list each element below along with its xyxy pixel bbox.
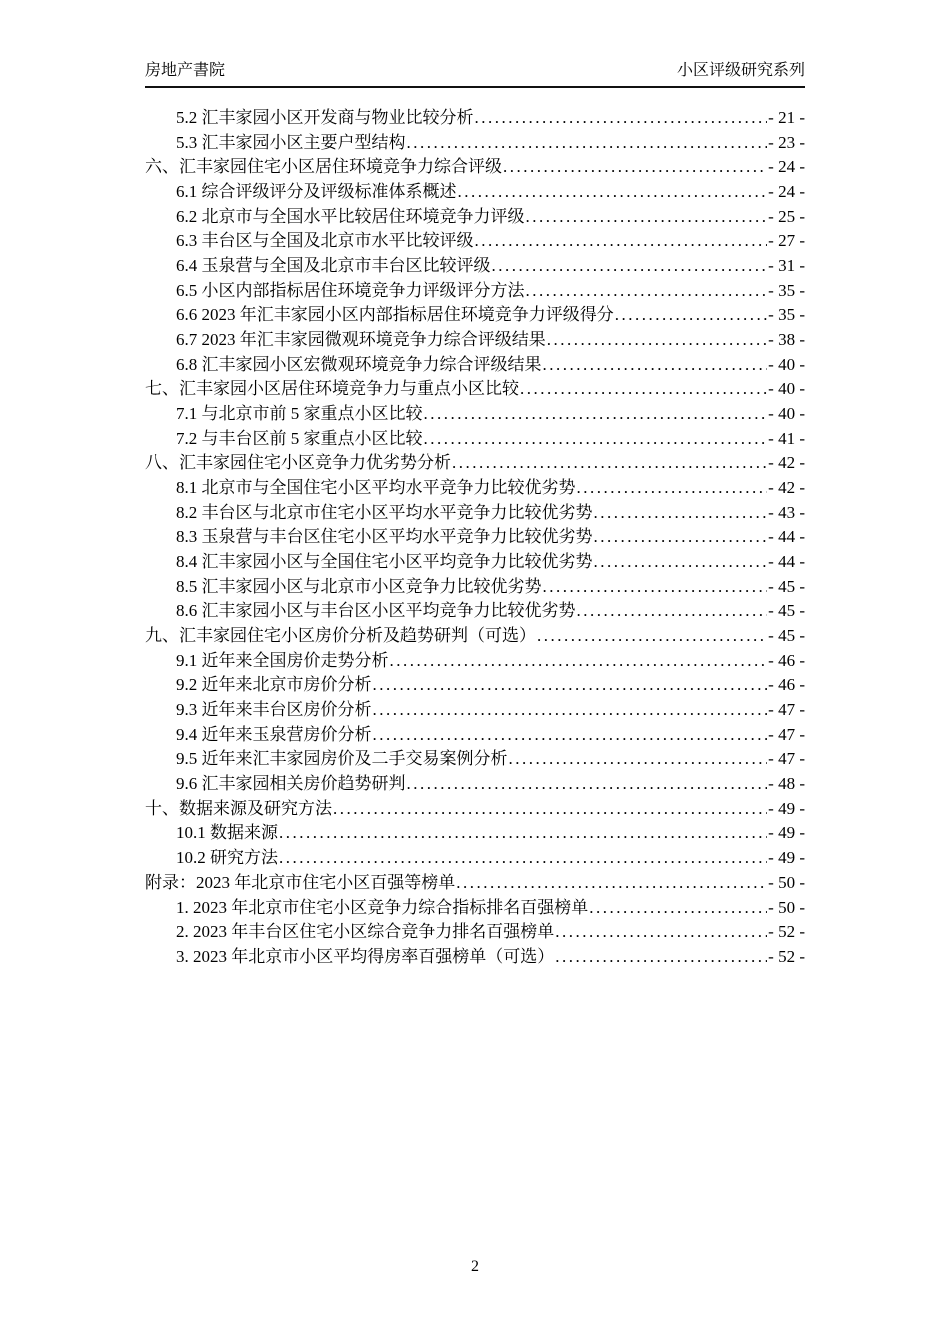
toc-entry[interactable] xyxy=(145,797,805,822)
toc-entry-label: 8.4 汇丰家园小区与全国住宅小区平均竞争力比较优劣势 xyxy=(176,552,593,572)
toc-page-number: - 50 - xyxy=(768,872,805,892)
toc-dot-leader xyxy=(475,106,768,131)
toc-entry-label: 2. 2023 年丰台区住宅小区综合竞争力排名百强榜单 xyxy=(176,922,555,942)
toc-entry[interactable] xyxy=(145,254,805,279)
toc-page-number: - 35 - xyxy=(768,305,805,325)
toc-page-number: - 42 - xyxy=(768,478,805,498)
toc-dot-leader xyxy=(615,303,767,328)
toc-entry[interactable] xyxy=(145,649,805,674)
toc-entry[interactable] xyxy=(145,501,805,526)
toc-entry[interactable] xyxy=(145,945,805,970)
toc-page-number: - 31 - xyxy=(768,256,805,276)
toc-entry-label: 6.7 2023 年汇丰家园微观环境竞争力综合评级结果 xyxy=(176,330,546,350)
toc-entry-label: 8.6 汇丰家园小区与丰台区小区平均竞争力比较优劣势 xyxy=(176,601,576,621)
toc-dot-leader xyxy=(577,476,768,501)
toc-entry-label: 9.6 汇丰家园相关房价趋势研判 xyxy=(176,774,406,794)
toc-page-number: - 40 - xyxy=(768,354,805,374)
toc-entry[interactable] xyxy=(145,353,805,378)
toc-entry[interactable] xyxy=(145,303,805,328)
toc-dot-leader xyxy=(279,821,767,846)
toc-entry-label: 10.2 研究方法 xyxy=(176,848,278,868)
toc-entry[interactable] xyxy=(145,377,805,402)
toc-entry[interactable] xyxy=(145,575,805,600)
toc-page-number: - 24 - xyxy=(768,182,805,202)
toc-entry[interactable] xyxy=(145,846,805,871)
toc-entry-label: 7.1 与北京市前 5 家重点小区比较 xyxy=(176,404,423,424)
toc-dot-leader xyxy=(407,772,768,797)
toc-entry[interactable] xyxy=(145,155,805,180)
toc-dot-leader xyxy=(333,797,767,822)
toc-entry[interactable] xyxy=(145,920,805,945)
toc-entry-label: 九、汇丰家园住宅小区房价分析及趋势研判（可选） xyxy=(145,626,536,646)
toc-page-number: - 23 - xyxy=(768,132,805,152)
toc-entry-label: 3. 2023 年北京市小区平均得房率百强榜单（可选） xyxy=(176,946,555,966)
toc-dot-leader xyxy=(456,871,767,896)
header-right-title: 小区评级研究系列 xyxy=(676,62,805,79)
toc-dot-leader xyxy=(509,747,768,772)
toc-dot-leader xyxy=(373,673,768,698)
toc-dot-leader xyxy=(458,180,768,205)
toc-dot-leader xyxy=(526,205,768,230)
toc-entry-label: 八、汇丰家园住宅小区竞争力优劣势分析 xyxy=(145,453,451,473)
toc-entry-label: 8.1 北京市与全国住宅小区平均水平竞争力比较优劣势 xyxy=(176,478,576,498)
toc-page-number: - 35 - xyxy=(768,280,805,300)
toc-entry[interactable] xyxy=(145,896,805,921)
toc-entry[interactable] xyxy=(145,525,805,550)
page-number: 2 xyxy=(471,1258,479,1275)
toc-page-number: - 49 - xyxy=(768,823,805,843)
toc-entry-label: 9.5 近年来汇丰家园房价及二手交易案例分析 xyxy=(176,749,508,769)
toc-page-number: - 38 - xyxy=(768,330,805,350)
toc-dot-leader xyxy=(577,599,768,624)
toc-entry-label: 5.3 汇丰家园小区主要户型结构 xyxy=(176,132,406,152)
toc-entry-label: 附录：2023 年北京市住宅小区百强等榜单 xyxy=(145,872,456,892)
toc-dot-leader xyxy=(373,698,768,723)
toc-page-number: - 52 - xyxy=(768,922,805,942)
toc-page-number: - 45 - xyxy=(768,601,805,621)
toc-entry[interactable] xyxy=(145,599,805,624)
toc-entry[interactable] xyxy=(145,698,805,723)
toc-dot-leader xyxy=(543,353,768,378)
toc-entry[interactable] xyxy=(145,131,805,156)
toc-page-number: - 47 - xyxy=(768,724,805,744)
toc-entry-label: 6.8 汇丰家园小区宏微观环境竞争力综合评级结果 xyxy=(176,354,542,374)
toc-entry-label: 9.2 近年来北京市房价分析 xyxy=(176,675,372,695)
toc-page-number: - 43 - xyxy=(768,502,805,522)
toc-entry-label: 七、汇丰家园小区居住环境竞争力与重点小区比较 xyxy=(145,379,519,399)
toc-entry-label: 9.4 近年来玉泉营房价分析 xyxy=(176,724,372,744)
toc-entry-label: 6.3 丰台区与全国及北京市水平比较评级 xyxy=(176,231,474,251)
page-header xyxy=(145,60,805,82)
toc-dot-leader xyxy=(547,328,767,353)
page-footer xyxy=(0,1258,950,1276)
toc-dot-leader xyxy=(537,624,767,649)
toc-dot-leader xyxy=(475,229,768,254)
toc-page-number: - 46 - xyxy=(768,650,805,670)
toc-entry-label: 十、数据来源及研究方法 xyxy=(145,798,332,818)
toc-page-number: - 41 - xyxy=(768,428,805,448)
toc-entry[interactable] xyxy=(145,279,805,304)
toc-page-number: - 44 - xyxy=(768,527,805,547)
toc-entry[interactable] xyxy=(145,723,805,748)
toc-dot-leader xyxy=(555,920,767,945)
toc-page-number: - 50 - xyxy=(768,897,805,917)
toc-entry-label: 6.4 玉泉营与全国及北京市丰台区比较评级 xyxy=(176,256,491,276)
toc-entry-label: 6.2 北京市与全国水平比较居住环境竞争力评级 xyxy=(176,206,525,226)
toc-entry[interactable] xyxy=(145,871,805,896)
toc-dot-leader xyxy=(279,846,767,871)
toc-entry[interactable] xyxy=(145,427,805,452)
toc-entry[interactable] xyxy=(145,747,805,772)
toc-page-number: - 47 - xyxy=(768,749,805,769)
toc-entry[interactable] xyxy=(145,673,805,698)
toc-entry-label: 7.2 与丰台区前 5 家重点小区比较 xyxy=(176,428,423,448)
header-left-title: 房地产書院 xyxy=(145,62,226,79)
toc-entry[interactable] xyxy=(145,328,805,353)
toc-page-number: - 44 - xyxy=(768,552,805,572)
toc-dot-leader xyxy=(424,427,768,452)
toc-entry-label: 8.3 玉泉营与丰台区住宅小区平均水平竞争力比较优劣势 xyxy=(176,527,593,547)
toc-page-number: - 40 - xyxy=(768,404,805,424)
toc-dot-leader xyxy=(390,649,768,674)
toc-entry-label: 8.5 汇丰家园小区与北京市小区竞争力比较优劣势 xyxy=(176,576,542,596)
toc-entry[interactable] xyxy=(145,451,805,476)
toc-dot-leader xyxy=(555,945,767,970)
toc-entry[interactable] xyxy=(145,402,805,427)
toc-dot-leader xyxy=(373,723,768,748)
toc-dot-leader xyxy=(424,402,768,427)
toc-page-number: - 42 - xyxy=(768,453,805,473)
toc-entry-label: 8.2 丰台区与北京市住宅小区平均水平竞争力比较优劣势 xyxy=(176,502,593,522)
toc-dot-leader xyxy=(452,451,767,476)
toc-entry-label: 6.6 2023 年汇丰家园小区内部指标居住环境竞争力评级得分 xyxy=(176,305,614,325)
toc-entry[interactable] xyxy=(145,772,805,797)
toc-page-number: - 46 - xyxy=(768,675,805,695)
toc-page-number: - 47 - xyxy=(768,700,805,720)
header-divider xyxy=(145,86,805,88)
toc-entry-label: 9.3 近年来丰台区房价分析 xyxy=(176,700,372,720)
toc-entry[interactable] xyxy=(145,106,805,131)
toc-page-number: - 49 - xyxy=(768,798,805,818)
toc-entry[interactable] xyxy=(145,180,805,205)
toc-entry-label: 10.1 数据来源 xyxy=(176,823,278,843)
toc-entry-label: 六、汇丰家园住宅小区居住环境竞争力综合评级 xyxy=(145,157,502,177)
toc-dot-leader xyxy=(594,501,768,526)
toc-page-number: - 27 - xyxy=(768,231,805,251)
toc-entry-label: 5.2 汇丰家园小区开发商与物业比较分析 xyxy=(176,108,474,127)
toc-dot-leader xyxy=(543,575,768,600)
toc-page-number: - 52 - xyxy=(768,946,805,966)
toc-dot-leader xyxy=(589,896,767,921)
toc-page-number: - 25 - xyxy=(768,206,805,226)
toc-entry[interactable] xyxy=(145,821,805,846)
toc-entry[interactable] xyxy=(145,550,805,575)
toc-list xyxy=(145,106,805,970)
toc-dot-leader xyxy=(594,550,768,575)
toc-dot-leader xyxy=(503,155,767,180)
toc-entry[interactable] xyxy=(145,229,805,254)
toc-dot-leader xyxy=(526,279,768,304)
toc-entry-label: 1. 2023 年北京市住宅小区竞争力综合指标排名百强榜单 xyxy=(176,897,589,917)
toc-entry[interactable] xyxy=(145,205,805,230)
toc-page-number: - 21 - xyxy=(768,108,805,127)
toc-entry-label: 6.5 小区内部指标居住环境竞争力评级评分方法 xyxy=(176,280,525,300)
toc-entry-label: 6.1 综合评级评分及评级标准体系概述 xyxy=(176,182,457,202)
toc-dot-leader xyxy=(492,254,768,279)
toc-page-number: - 24 - xyxy=(768,157,805,177)
toc-page-number: - 48 - xyxy=(768,774,805,794)
toc-dot-leader xyxy=(407,131,768,156)
toc-page-number: - 45 - xyxy=(768,626,805,646)
toc-page-number: - 45 - xyxy=(768,576,805,596)
toc-page-number: - 49 - xyxy=(768,848,805,868)
toc-dot-leader xyxy=(594,525,768,550)
toc-page-number: - 40 - xyxy=(768,379,805,399)
toc-entry-label: 9.1 近年来全国房价走势分析 xyxy=(176,650,389,670)
toc-entry[interactable] xyxy=(145,476,805,501)
toc-dot-leader xyxy=(520,377,767,402)
toc-entry[interactable] xyxy=(145,624,805,649)
